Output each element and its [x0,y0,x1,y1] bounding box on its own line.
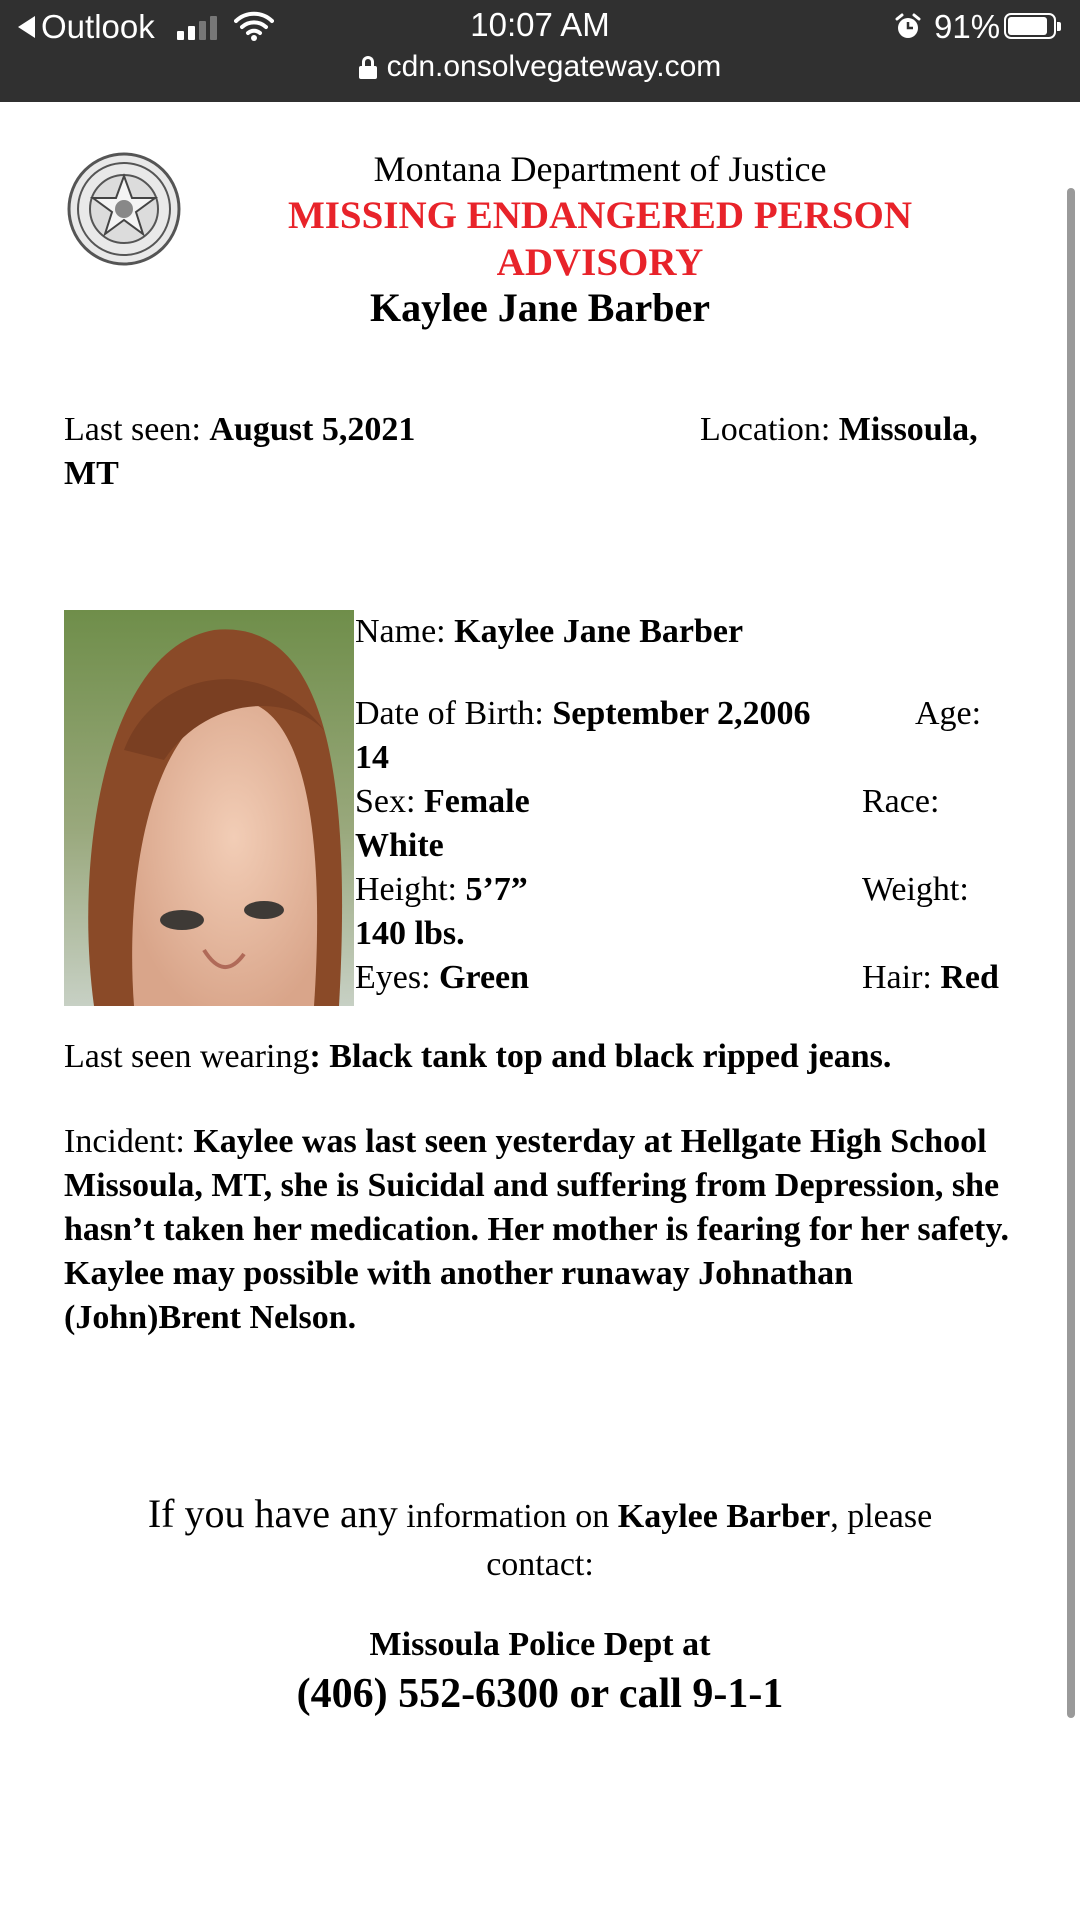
incident-text: Kaylee was last seen yesterday at Hellgate High School Missoula, MT, she is Suicidal and suffering from Depression, she hasn’t taken her medication. Her mother is fearing for her safety. Kaylee may possible with another runaway Johnathan (John)Brent Nelson. [64,1123,1009,1336]
contact-intro-c: , please [830,1498,933,1535]
detail-hair [862,956,999,1000]
doj-seal-logo [67,152,181,266]
wearing-value: : Black tank top and black ripped jeans. [309,1038,892,1075]
race-label: Race: [862,783,940,820]
detail-height [355,868,528,912]
location-value: Missoula, [838,411,978,448]
advisory-line-2: ADVISORY [496,241,704,284]
dob-value: September 2,2006 [552,695,811,732]
wearing-label: Last seen wearing [64,1038,310,1075]
contact-intro-b: information on [397,1498,618,1535]
contact-intro-d: contact: [486,1546,594,1583]
contact-phone[interactable]: (406) 552-6300 or call 9-1-1 [296,1671,784,1717]
incident-description [64,1120,1024,1340]
detail-name [355,610,743,654]
height-label: Height: [355,871,466,908]
contact-name: Kaylee Barber [617,1498,831,1535]
eyes-label: Eyes: [355,959,440,996]
battery-percent: 91% [934,8,1001,45]
race-row [355,824,444,868]
page-scrollbar[interactable] [1067,188,1075,1718]
browser-top-bar [0,0,1080,102]
alarm-icon [893,12,923,42]
weight-row [355,912,465,956]
lock-icon [359,56,377,78]
detail-eyes [355,956,529,1000]
advisory-line-1: MISSING ENDANGERED PERSON [287,194,913,237]
detail-dob [355,692,810,736]
back-app-label: Outlook [41,8,155,45]
missing-person-photo [64,610,354,1006]
battery-icon [1004,13,1056,39]
url-bar[interactable] [0,50,1080,84]
race-value: White [355,827,444,864]
location [700,408,978,452]
department-title: Montana Department of Justice [373,149,827,189]
location-continued [64,452,119,496]
last-seen-label: Last seen: [64,411,210,448]
status-time: 10:07 AM [470,6,610,43]
advisory-title [270,192,930,286]
name-label: Name: [355,613,455,650]
height-value: 5’7” [465,871,528,908]
contact-agency: Missoula Police Dept at [369,1626,711,1663]
location-value-state: MT [64,455,119,492]
last-seen-value: August 5,2021 [209,411,416,448]
incident-label: Incident: [64,1123,194,1160]
last-seen-date [64,408,415,452]
sex-value: Female [423,783,530,820]
contact-intro-a: If you have any [147,1491,398,1536]
eyes-value: Green [439,959,530,996]
url-text: cdn.onsolvegateway.com [386,50,722,83]
contact-intro [0,1490,1080,1537]
location-label: Location: [700,411,839,448]
age-row [355,736,389,780]
weight-value: 140 lbs. [355,915,465,952]
dob-label: Date of Birth: [355,695,553,732]
hair-value: Red [940,959,999,996]
name-value: Kaylee Jane Barber [454,613,744,650]
detail-sex [355,780,530,824]
person-name-heading: Kaylee Jane Barber [370,285,710,330]
last-seen-wearing [64,1038,891,1076]
weight-label: Weight: [862,871,969,908]
hair-label: Hair: [862,959,941,996]
age-value: 14 [355,739,389,776]
age-label: Age: [915,695,982,732]
sex-label: Sex: [355,783,424,820]
